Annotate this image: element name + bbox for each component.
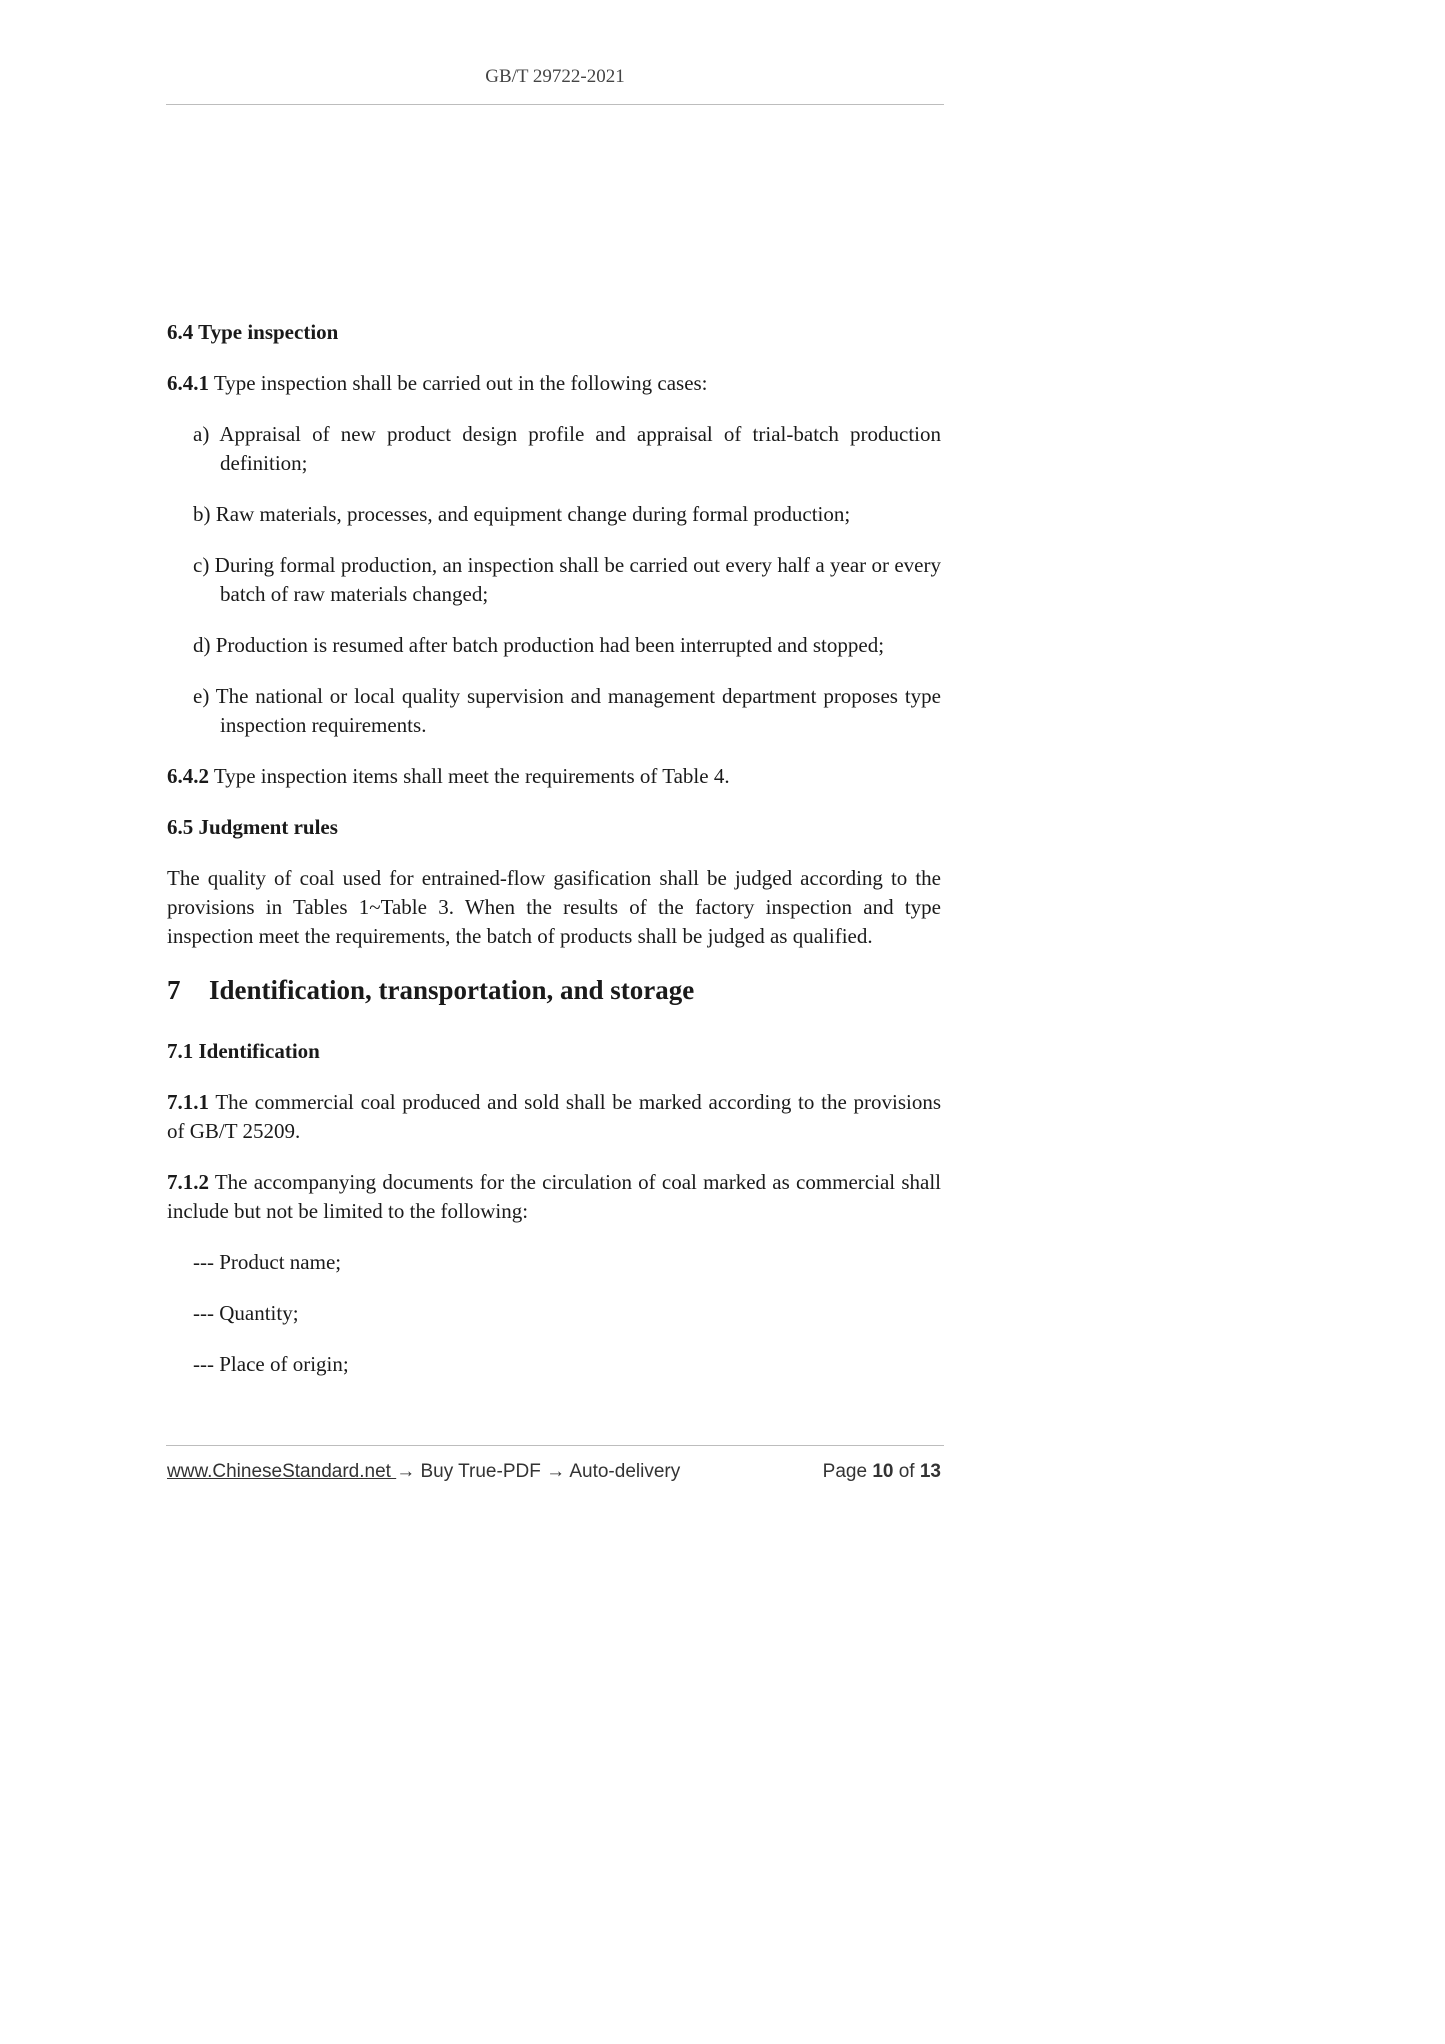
- of-label: of: [893, 1461, 920, 1482]
- header-divider: [166, 104, 944, 105]
- page-number: 10: [872, 1461, 894, 1482]
- clause-text: The accompanying documents for the circulation of coal marked as commercial shall include but not be limited to the following:: [167, 1170, 941, 1223]
- case-item-c: c) During formal production, an inspection shall be carried out every half a year or every batch of raw materials changed;: [193, 553, 941, 606]
- section-7-1-heading: 7.1 Identification: [167, 1039, 320, 1063]
- list-item: --- Place of origin;: [193, 1352, 349, 1376]
- section-6-5-heading: 6.5 Judgment rules: [167, 815, 338, 839]
- clause-number: 7.1.1: [167, 1090, 209, 1114]
- case-item-d: d) Production is resumed after batch production had been interrupted and stopped;: [193, 633, 885, 657]
- clause-7-1-2: [167, 1168, 941, 1226]
- page-footer: [167, 1461, 941, 1489]
- chapter-number: 7: [167, 975, 181, 1005]
- clause-7-1-1: [167, 1088, 941, 1146]
- clause-text: Type inspection items shall meet the requirements of Table 4.: [213, 764, 730, 788]
- judgment-rules-text: The quality of coal used for entrained-flow gasification shall be judged according to the provisions in Tables 1~Table 3. When the results of the factory inspection and type inspection meet the requirements, the batch of products shall be judged as qualified.: [167, 866, 941, 948]
- clause-number: 7.1.2: [167, 1170, 209, 1194]
- arrow-right-icon: →: [546, 1461, 566, 1482]
- website-link[interactable]: www.ChineseStandard.net: [167, 1461, 397, 1482]
- case-item-e: e) The national or local quality supervision and management department proposes type inspection requirements.: [193, 684, 941, 737]
- list-item: --- Quantity;: [193, 1301, 299, 1325]
- clause-6-4-1: [167, 369, 941, 398]
- clause-text: Type inspection shall be carried out in the following cases:: [213, 371, 708, 395]
- page-header-title: GB/T 29722-2021: [485, 66, 625, 87]
- arrow-right-icon: →: [396, 1461, 416, 1482]
- page-label: Page: [822, 1461, 873, 1482]
- page-indicator: [823, 1461, 941, 1483]
- section-6-4-heading: 6.4 Type inspection: [167, 320, 339, 344]
- case-item-b: b) Raw materials, processes, and equipment change during formal production;: [193, 502, 851, 526]
- case-item-a: a) Appraisal of new product design profile and appraisal of trial-batch production definition;: [193, 422, 941, 475]
- chapter-7-heading: [167, 973, 941, 1007]
- footer-divider: [166, 1445, 944, 1446]
- clause-number: 6.4.2: [167, 764, 209, 788]
- clause-number: 6.4.1: [167, 371, 209, 395]
- clause-text: The commercial coal produced and sold shall be marked according to the provisions of GB/T 25209.: [167, 1090, 941, 1143]
- page-total: 13: [919, 1461, 941, 1482]
- list-item: --- Product name;: [193, 1250, 342, 1274]
- document-body: [167, 318, 941, 1401]
- chapter-title: Identification, transportation, and storage: [209, 975, 695, 1005]
- footer-promo: [167, 1461, 680, 1483]
- delivery-text: Auto-delivery: [565, 1461, 681, 1482]
- buy-text: Buy True-PDF: [415, 1461, 547, 1482]
- clause-6-4-2: [167, 762, 941, 791]
